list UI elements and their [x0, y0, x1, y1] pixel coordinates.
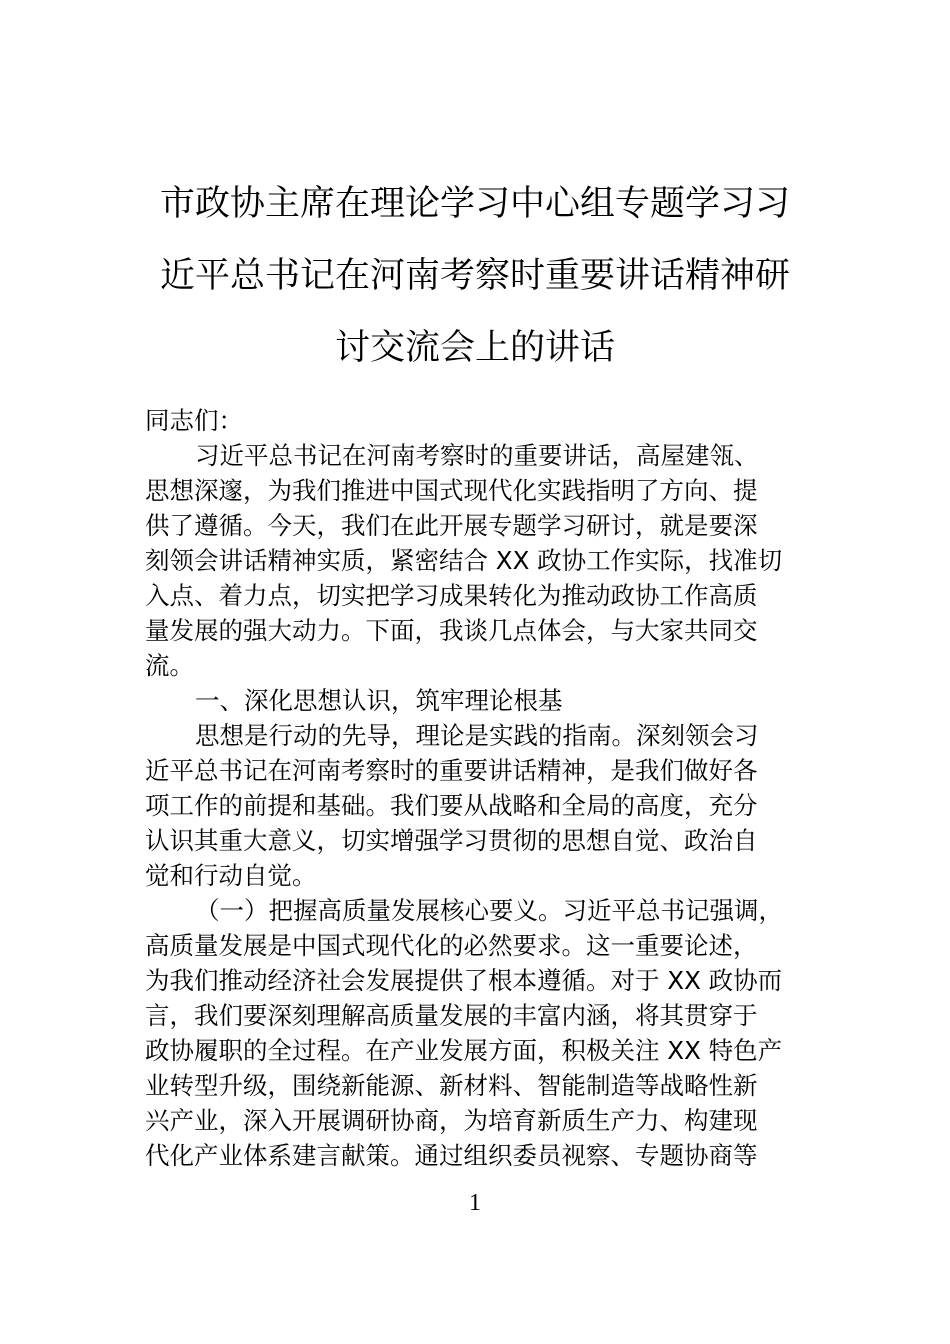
text-line: 政协履职的全过程。在产业发展方面，积极关注 XX 特色产	[145, 1036, 783, 1065]
text-line: 思想深邃，为我们推进中国式现代化实践指明了方向、提	[145, 476, 758, 505]
text-line: 项工作的前提和基础。我们要从战略和全局的高度，充分	[145, 791, 758, 820]
text-line: 入点、着力点，切实把学习成果转化为推动政协工作高质	[145, 581, 758, 610]
text-line: 思想是行动的先导，理论是实践的指南。深刻领会习	[195, 721, 759, 750]
text-line: 流。	[145, 651, 194, 680]
text-line: 刻领会讲话精神实质，紧密结合 XX 政协工作实际，找准切	[145, 546, 783, 575]
section-heading-1: 一、深化思想认识，筑牢理论根基	[195, 686, 563, 715]
text-line: 近平总书记在河南考察时的重要讲话精神，是我们做好各	[145, 756, 758, 785]
text-line: 兴产业，深入开展调研协商，为培育新质生产力、构建现	[145, 1106, 758, 1135]
text-line: （一）把握高质量发展核心要义。习近平总书记强调，	[195, 896, 783, 925]
subsection-1-paragraph	[145, 893, 810, 1173]
text-line: 供了遵循。今天，我们在此开展专题学习研讨，就是要深	[145, 511, 758, 540]
document-title	[110, 168, 840, 384]
document-body	[145, 403, 810, 1173]
text-line: 高质量发展是中国式现代化的必然要求。这一重要论述，	[145, 931, 758, 960]
text-line: 量发展的强大动力。下面，我谈几点体会，与大家共同交	[145, 616, 758, 645]
text-line: 认识其重大意义，切实增强学习贯彻的思想自觉、政治自	[145, 826, 758, 855]
section-1-paragraph	[145, 718, 810, 893]
text-line: 为我们推动经济社会发展提供了根本遵循。对于 XX 政协而	[145, 966, 783, 995]
title-line-2: 近平总书记在河南考察时重要讲话精神研	[159, 256, 790, 296]
text-line: 言，我们要深刻理解高质量发展的丰富内涵，将其贯穿于	[145, 1001, 758, 1030]
text-line: 习近平总书记在河南考察时的重要讲话，高屋建瓴、	[195, 441, 759, 470]
title-line-1: 市政协主席在理论学习中心组专题学习习	[159, 184, 790, 224]
text-line: 觉和行动自觉。	[145, 861, 317, 890]
text-line: 业转型升级，围绕新能源、新材料、智能制造等战略性新	[145, 1071, 758, 1100]
text-line: 代化产业体系建言献策。通过组织委员视察、专题协商等	[145, 1141, 758, 1170]
page-number: 1	[469, 1190, 481, 1216]
salutation: 同志们：	[145, 406, 243, 435]
intro-paragraph	[145, 438, 810, 683]
title-line-3: 讨交流会上的讲话	[334, 328, 615, 368]
